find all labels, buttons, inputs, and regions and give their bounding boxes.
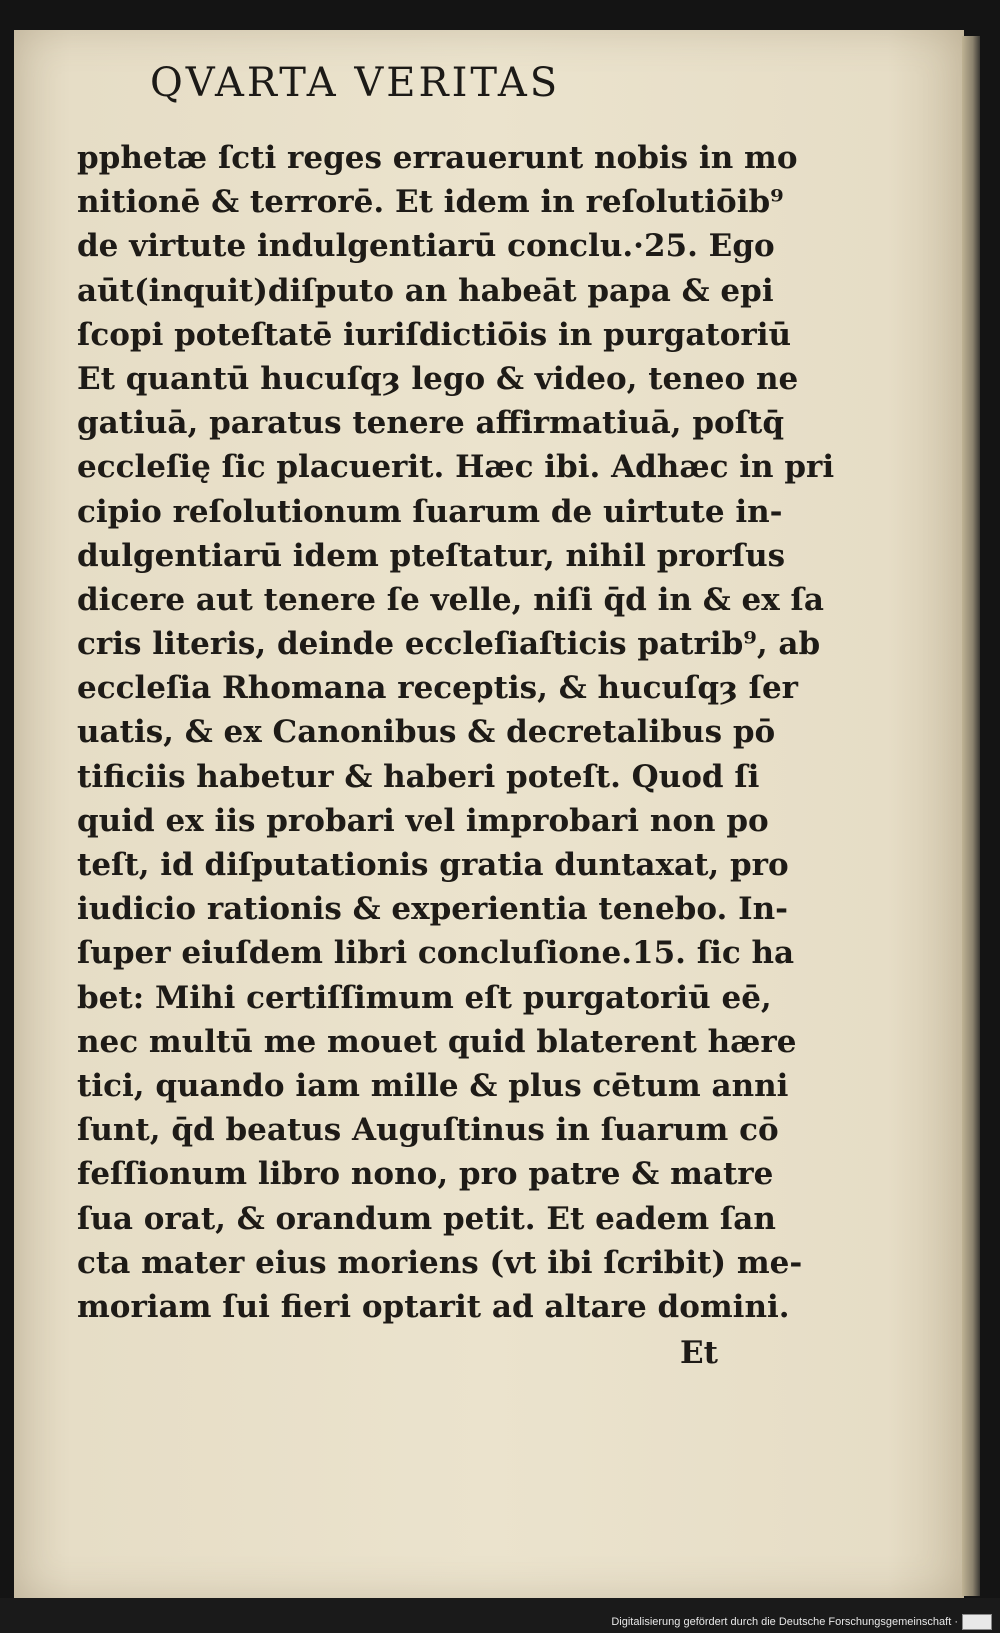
text-line: teſt, id diſputationis gratia duntaxat, pro xyxy=(77,847,789,883)
text-line: feſſionum libro nono, pro patre & matre xyxy=(77,1156,774,1193)
footer xyxy=(611,1613,992,1631)
text-line: dulgentiarū idem pteſtatur, nihil prorſus xyxy=(77,537,786,574)
text-line: tici, quando iam mille & plus cētum anni xyxy=(77,1067,789,1104)
text-line: iudicio rationis & experientia tenebo. In- xyxy=(77,891,788,928)
text-line: nec multū me mouet quid blaterent hære xyxy=(77,1023,797,1060)
text-line: uatis, & ex Canonibus & decretalibus pō xyxy=(77,714,776,751)
page-edge xyxy=(962,36,980,1596)
text-line: tificiis habetur & haberi poteſt. Quod ſi xyxy=(77,758,760,795)
footer-credit: Digitalisierung gefördert durch die Deutsche Forschungsgemeinschaft · xyxy=(611,1616,958,1628)
running-head: QVARTA VERITAS xyxy=(150,60,561,106)
text-line: pphetæ ſcti reges errauerunt nobis in mo xyxy=(77,140,798,176)
dfg-logo-icon xyxy=(962,1614,992,1630)
text-line: ſua orat, & orandum petit. Et eadem ſan xyxy=(77,1200,776,1237)
text-line: ſcopi poteſtatē iuriſdictiōis in purgatoriū xyxy=(77,316,792,353)
text-line: moriam ſui fieri optarit ad altare domini. xyxy=(77,1288,790,1325)
text-line: ſunt, q̄d beatus Auguſtinus in ſuarum cō xyxy=(77,1112,779,1149)
text-line: de virtute indulgentiarū conclu.·25. Ego xyxy=(77,228,775,265)
text-line: cta mater eius moriens (vt ibi ſcribit) me- xyxy=(77,1244,803,1281)
text-line: quid ex iis probari vel improbari non po xyxy=(77,802,769,839)
text-line: cris literis, deinde eccleſiaſticis patrib⁹, ab xyxy=(77,626,821,663)
text-line: nitionē & terrorē. Et idem in reſolutiōib⁹ xyxy=(77,184,784,221)
text-block xyxy=(77,136,835,1329)
text-line: eccleſia Rhomana receptis, & hucuſqȝ ſer xyxy=(77,670,799,707)
text-line: Et quantū hucuſqȝ lego & video, teneo ne xyxy=(77,360,799,397)
text-line: eccleſię ſic placuerit. Hæc ibi. Adhæc in pri xyxy=(77,449,835,486)
text-line: bet: Mihi certiſſimum eſt purgatoriū eē, xyxy=(77,979,772,1016)
catchword: Et xyxy=(680,1335,718,1371)
text-line: aūt(inquit)diſputo an habeāt papa & epi xyxy=(77,272,774,309)
text-line: dicere aut tenere ſe velle, niſi q̄d in & ex ſa xyxy=(77,581,824,618)
text-line: ſuper eiuſdem libri concluſione.15. ſic ha xyxy=(77,935,795,972)
text-line: cipio reſolutionum ſuarum de uirtute in- xyxy=(77,493,783,530)
text-line: gatiuā, paratus tenere affirmatiuā, poſtq̄ xyxy=(77,405,785,442)
